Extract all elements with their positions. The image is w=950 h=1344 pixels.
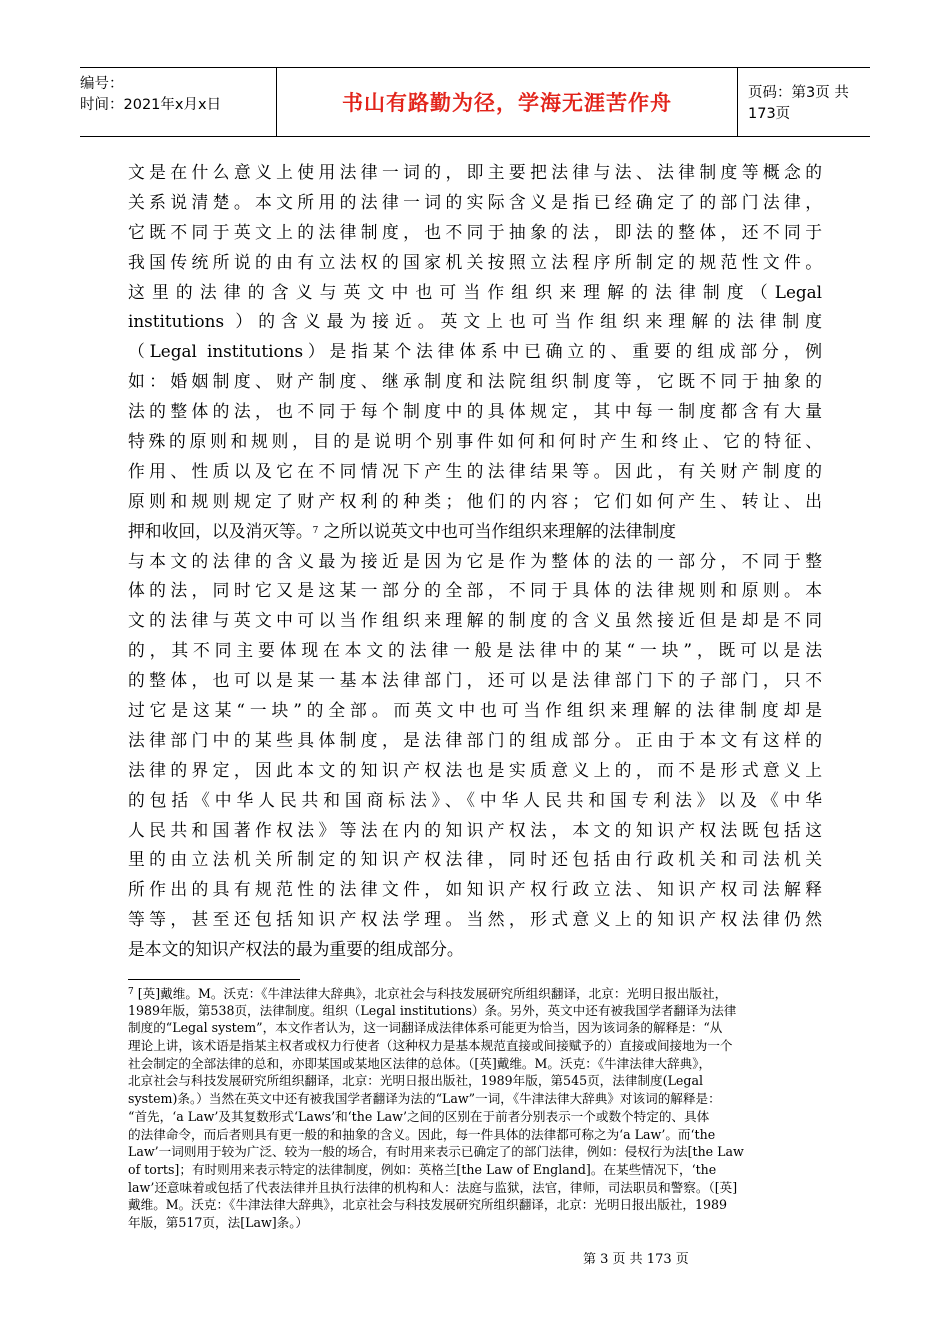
footnote-line: 社会制定的全部法律的总和，亦即某国或某地区法律的总体。（[英]戴维。M。沃克：《牛津法律大辞典》，	[128, 1055, 712, 1071]
body-line: 的，其不同主要体现在本文的法律一般是法律中的某“一块”，既可以是法	[128, 640, 822, 661]
footnote-text: [英]戴维。M。沃克：《牛津法律大辞典》，北京社会与科技发展研究所组织翻译，北京：光明日报出版社，	[137, 986, 728, 1001]
page-footer: 第 3 页 共 173 页	[583, 1252, 689, 1267]
footnote-line: 制度的“Legal system”，本文作者认为，这一词翻译成法律体系可能更为恰当，因为该词条的解释是：“从	[128, 1020, 723, 1036]
body-line: 是本文的知识产权法的最为重要的组成部分。	[128, 939, 464, 960]
footnote-line: system)条。）当然在英文中还有被我国学者翻译为法的“Law”一词，《牛津法律大辞典》对该词的解释是：	[128, 1091, 721, 1107]
footnote-line: “首先，‘a Law’及其复数形式‘Laws’和‘the Law’之间的区别在于前者分别表示一个或数个特定的、具体	[128, 1108, 710, 1124]
date-line: 时间：2021年x月x日	[80, 97, 222, 113]
body-line: 关系说清楚。本文所用的法律一词的实际含义是指已经确定了的部门法律，	[128, 191, 822, 212]
header-meta	[80, 68, 276, 136]
body-line: 等等，甚至还包括知识产权法学理。当然，形式意义上的知识产权法律仍然	[128, 909, 822, 930]
body-text	[128, 158, 822, 965]
footnote-line: 戴维。M。沃克：《牛津法律大辞典》，北京社会与科技发展研究所组织翻译，北京：光明日报出版社，1989	[128, 1197, 728, 1213]
footnote-line: 的法律命令，而后者则具有更一般的和抽象的含义。因此，每一件具体的法律都可称之为‘a Law’。而‘the	[128, 1126, 716, 1142]
body-line: 如：婚姻制度、财产制度、继承制度和法院组织制度等，它既不同于抽象的	[128, 371, 822, 392]
body-line: 这里的法律的含义与英文中也可当作组织来理解的法律制度（Legal	[128, 281, 822, 302]
body-line: 法律的界定，因此本文的知识产权法也是实质意义上的，而不是形式意义上	[128, 759, 822, 780]
body-line: （Legal institutions）是指某个法律体系中已确立的、重要的组成部分，例	[128, 341, 822, 362]
header-page-info: 页码：第3页 共173页	[748, 85, 849, 122]
body-line: institutions ）的含义最为接近。英文上也可当作组织来理解的法律制度	[128, 311, 822, 332]
body-line: 里的由立法机关所制定的知识产权法律，同时还包括由行政机关和司法机关	[128, 849, 822, 870]
body-line: 我国传统所说的由有立法权的国家机关按照立法程序所制定的规范性文件。	[128, 251, 822, 272]
body-line: 特殊的原则和规则，目的是说明个别事件如何和何时产生和终止、它的特征、	[128, 431, 822, 452]
body-line: 人民共和国著作权法》等法在内的知识产权法，本文的知识产权法既包括这	[128, 819, 822, 840]
body-line: 它既不同于英文上的法律制度，也不同于抽象的法，即法的整体，还不同于	[128, 221, 822, 242]
footnote-line: 理论上讲，该术语是指某主权者或权力行使者（这种权力是基本规范直接或间接赋予的）直接或间接地为一个	[128, 1038, 733, 1054]
body-line-with-footnote	[128, 517, 822, 547]
footnote-line-first	[128, 984, 822, 1002]
body-line: 原则和规则规定了财产权利的种类；他们的内容；它们如何产生、转让、出	[128, 490, 822, 511]
body-line: 与本文的法律的含义最为接近是因为它是作为整体的法的一部分，不同于整	[128, 550, 822, 571]
footnote-ref[interactable]: 7	[312, 525, 319, 536]
footnote-line: Law’一词则用于较为广泛、较为一般的场合，有时用来表示已确定了的部门法律，例如：侵权行为法[the Law	[128, 1144, 744, 1160]
body-line-text: 之所以说英文中也可当作组织来理解的法律制度	[318, 520, 677, 541]
footnote	[128, 984, 822, 1232]
body-line: 过它是这某“一块”的全部。而英文中也可当作组织来理解的法律制度却是	[128, 700, 822, 721]
footnote-number: 7	[128, 987, 134, 997]
footnote-line: 年版，第517页，法[Law]条。）	[128, 1214, 309, 1230]
footnote-line: law’还意味着或包括了代表法律并且执行法律的机构和人：法庭与监狱，法官，律师，司法职员和警察。（[英]	[128, 1179, 738, 1195]
number-label: 编号：	[80, 76, 124, 92]
footnote-line: 1989年版，第538页，法律制度。组织（Legal institutions）条。另外，英文中还有被我国学者翻译为法律	[128, 1002, 737, 1018]
page-header	[80, 67, 870, 137]
header-slogan: 书山有路勤为径，学海无涯苦作舟	[276, 68, 738, 136]
footnote-line: 北京社会与科技发展研究所组织翻译，北京：光明日报出版社，1989年版，第545页，法律制度(Legal	[128, 1073, 703, 1089]
body-line: 文的法律与英文中可以当作组织来理解的制度的含义虽然接近但是却是不同	[128, 610, 822, 631]
footnote-line: of torts]；有时则用来表示特定的法律制度，例如：英格兰[the Law of England]。在某些情况下，‘the	[128, 1161, 717, 1177]
body-line: 文是在什么意义上使用法律一词的，即主要把法律与法、法律制度等概念的	[128, 162, 822, 182]
body-line: 作用、性质以及它在不同情况下产生的法律结果等。因此，有关财产制度的	[128, 460, 822, 481]
body-line: 法律部门中的某些具体制度，是法律部门的组成部分。正由于本文有这样的	[128, 729, 822, 750]
body-line: 的包括《中华人民共和国商标法》、《中华人民共和国专利法》以及《中华	[128, 789, 822, 810]
body-line: 体的法，同时它又是这某一部分的全部，不同于具体的法律规则和原则。本	[128, 580, 822, 601]
footnote-separator	[128, 979, 300, 980]
body-line-text: 押和收回，以及消灭等。	[128, 520, 313, 541]
body-line: 法的整体的法，也不同于每个制度中的具体规定，其中每一制度都含有大量	[128, 401, 822, 422]
body-line: 所作出的具有规范性的法律文件，如知识产权行政立法、知识产权司法解释	[128, 879, 822, 900]
body-line: 的整体，也可以是某一基本法律部门，还可以是法律部门下的子部门，只不	[128, 670, 822, 691]
